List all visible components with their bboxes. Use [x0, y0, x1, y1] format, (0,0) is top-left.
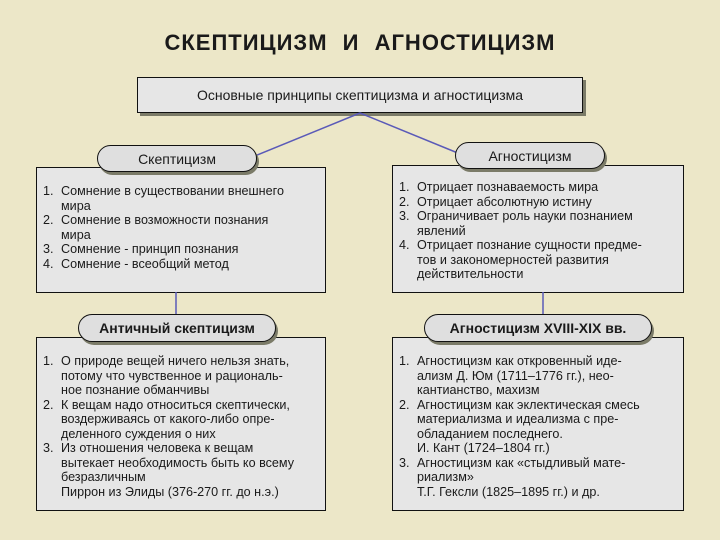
list-item-text: Агностицизм как откровенный иде- ализм Д. Юм (1711–1776 гг.), нео- кантианство, махизм [417, 354, 622, 397]
list-item-number: 1. [399, 354, 410, 368]
list-item-text: Сомнение в возможности познания мира [61, 213, 269, 242]
list-item-number: 4. [43, 256, 54, 271]
list-item-text: Агностицизм как «стыдливый мате- риализм» Т.Г. Гексли (1825–1895 гг.) и др. [417, 455, 626, 499]
agnosticism-label-text: Агностицизм [488, 147, 572, 164]
modern-agnosticism-label-text: Агностицизм XVIII-XIX вв. [449, 320, 627, 336]
list-item-number: 2. [399, 397, 410, 412]
list-item-number: 4. [399, 238, 410, 252]
list-item-text: Агностицизм как эклектическая смесь материализма и идеализма с пре- обладанием последнего. И. Кант (1724–1804 гг.) [417, 397, 640, 455]
list-item-text: О природе вещей ничего нельзя знать, потому что чувственное и рациональ- ное познание обманчивы [61, 354, 290, 397]
list-item-number: 2. [43, 397, 54, 412]
list-item-number: 1. [43, 184, 54, 198]
ancient-skepticism-label [78, 314, 276, 342]
list-item-text: Из отношения человека к вещам вытекает необходимость быть ко всему безразличным Пиррон из Элиды (376-270 гг. до н.э.) [61, 441, 295, 499]
list-item-number: 2. [399, 194, 410, 209]
list-item-text: Отрицает абсолютную истину [417, 194, 592, 209]
list-item-text: Сомнение в существовании внешнего мира [61, 184, 284, 213]
skepticism-label [97, 145, 257, 172]
list-item-text: Сомнение - принцип познания [61, 242, 239, 256]
list-item-number: 2. [43, 213, 54, 227]
list-item-text: Отрицает познание сущности предме- тов и закономерностей развития действительности [417, 238, 642, 281]
connector-header-right [360, 113, 470, 158]
modern-agnosticism-label [424, 314, 652, 342]
list-item-text: Сомнение - всеобщий метод [61, 256, 229, 271]
list-item-text: Ограничивает роль науки познанием явлений [417, 209, 633, 238]
list-item-number: 3. [43, 441, 54, 455]
page-title: СКЕПТИЦИЗМ И АГНОСТИЦИЗМ [164, 30, 556, 55]
connector-header-left [250, 113, 360, 158]
list-item-text: Отрицает познаваемость мира [417, 180, 599, 194]
list-item-number: 1. [399, 180, 410, 194]
list-item-number: 3. [43, 242, 54, 256]
agnosticism-label [455, 142, 605, 169]
skepticism-label-text: Скептицизм [138, 150, 216, 167]
header-text: Основные принципы скептицизма и агностицизма [196, 87, 524, 103]
list-item-number: 3. [399, 455, 410, 470]
list-item-number: 3. [399, 209, 410, 223]
list-item-number: 1. [43, 354, 54, 368]
list-item-text: К вещам надо относиться скептически, воздерживаясь от какого-либо опре- деленного суждения о них [61, 397, 290, 441]
ancient-skepticism-label-text: Античный скептицизм [99, 320, 255, 336]
